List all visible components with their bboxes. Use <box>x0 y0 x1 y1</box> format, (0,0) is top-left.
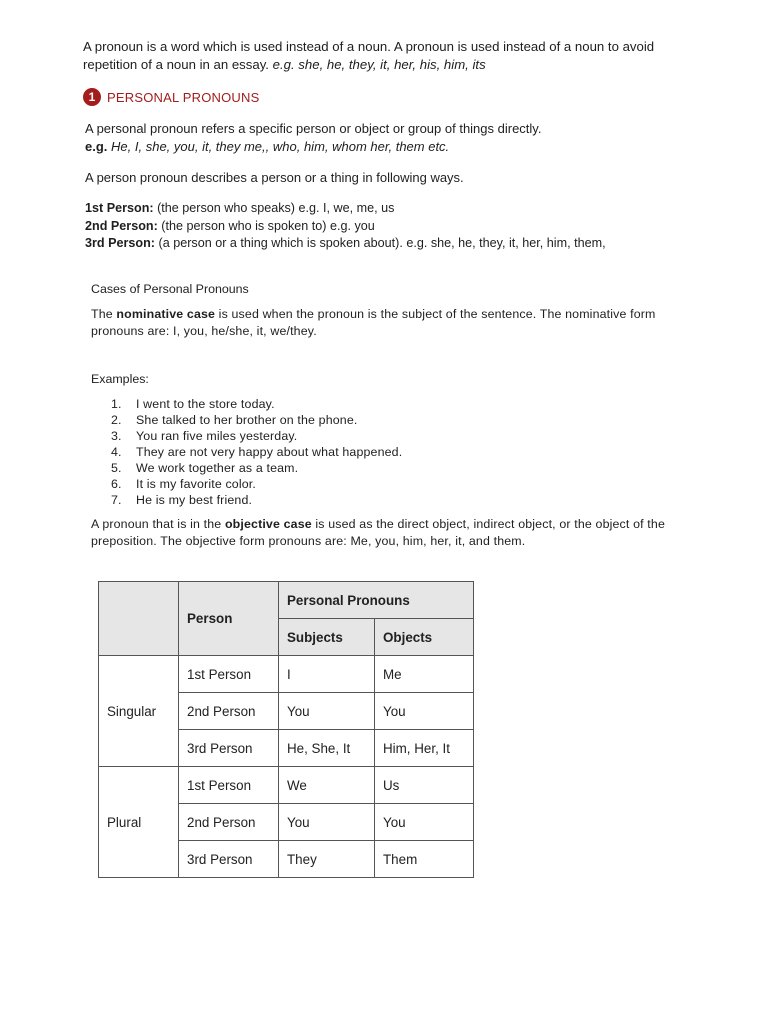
person-label: 3rd Person: <box>85 236 155 250</box>
object-cell: Him, Her, It <box>375 730 474 767</box>
item-number: 3. <box>111 429 122 443</box>
person-text: (a person or a thing which is spoken about). e.g. she, he, they, it, her, him, them, <box>155 236 606 250</box>
plural-group-label: Plural <box>99 767 179 878</box>
list-item <box>111 492 402 508</box>
nominative-post: is used when the pronoun is the subject of the sentence. The nominative form pronouns are: I, you, he/she, it, we/they. <box>91 307 656 338</box>
person-label: 2nd Person: <box>85 218 158 233</box>
person-text: (the person who is spoken to) e.g. you <box>157 218 375 233</box>
personal-pronouns-table <box>98 581 474 878</box>
person-cell: 2nd Person <box>179 804 279 841</box>
item-number: 2. <box>111 413 122 427</box>
object-cell: You <box>375 693 474 730</box>
subject-cell: They <box>279 841 375 878</box>
subject-cell: We <box>279 767 375 804</box>
objective-paragraph <box>91 516 671 549</box>
item-number: 1. <box>111 397 122 411</box>
eg-list: He, I, she, you, it, they me,, who, him, whom her, them etc. <box>111 139 450 154</box>
objective-post: is used as the direct object, indirect object, or the object of the preposition. The objective form pronouns are: Me, you, him, her, it, and them. <box>91 517 665 548</box>
subjects-header: Subjects <box>279 619 375 656</box>
personal-pronouns-header: Personal Pronouns <box>279 582 474 619</box>
item-number: 4. <box>111 445 122 459</box>
objective-pre: A pronoun that is in the <box>91 517 225 531</box>
item-text: It is my favorite color. <box>136 477 256 491</box>
object-cell: Us <box>375 767 474 804</box>
examples-title: Examples: <box>91 372 149 386</box>
subject-cell: You <box>279 693 375 730</box>
persons-list <box>85 200 705 253</box>
subject-cell: He, She, It <box>279 730 375 767</box>
nominative-pre: The <box>91 307 117 321</box>
person-header: Person <box>179 582 279 656</box>
item-text: You ran five miles yesterday. <box>136 429 298 443</box>
table-row <box>99 767 474 804</box>
list-item <box>111 396 402 412</box>
personal-definition <box>85 120 685 156</box>
nominative-paragraph <box>91 306 671 339</box>
describes-paragraph: A person pronoun describes a person or a thing in following ways. <box>85 170 464 185</box>
person-line <box>85 218 705 236</box>
person-line <box>85 235 705 253</box>
person-text: (the person who speaks) e.g. I, we, me, us <box>153 201 395 215</box>
objects-header: Objects <box>375 619 474 656</box>
item-number: 5. <box>111 461 122 475</box>
list-item <box>111 444 402 460</box>
singular-group-label: Singular <box>99 656 179 767</box>
item-text: We work together as a team. <box>136 461 299 475</box>
list-item <box>111 476 402 492</box>
section-number-badge: 1 <box>83 88 101 106</box>
subject-cell: You <box>279 804 375 841</box>
table-row <box>99 656 474 693</box>
person-cell: 1st Person <box>179 767 279 804</box>
list-item <box>111 412 402 428</box>
item-text: They are not very happy about what happened. <box>136 445 403 459</box>
item-number: 7. <box>111 493 122 507</box>
definition-text: A personal pronoun refers a specific person or object or group of things directly. <box>85 121 542 136</box>
list-item <box>111 428 402 444</box>
intro-text: A pronoun is a word which is used instead of a noun. A pronoun is used instead of a noun to avoid repetition of a noun in an essay. <box>83 39 655 72</box>
subject-cell: I <box>279 656 375 693</box>
person-cell: 3rd Person <box>179 730 279 767</box>
item-text: She talked to her brother on the phone. <box>136 413 358 427</box>
objective-term: objective case <box>224 517 312 531</box>
person-line <box>85 200 705 218</box>
object-cell: Me <box>375 656 474 693</box>
person-cell: 3rd Person <box>179 841 279 878</box>
person-cell: 1st Person <box>179 656 279 693</box>
nominative-term: nominative case <box>116 307 216 321</box>
item-text: I went to the store today. <box>136 397 275 411</box>
person-label: 1st Person: <box>85 201 154 215</box>
object-cell: You <box>375 804 474 841</box>
eg-label: e.g. <box>85 139 108 154</box>
examples-list <box>111 396 402 508</box>
item-number: 6. <box>111 477 122 491</box>
list-item <box>111 460 402 476</box>
object-cell: Them <box>375 841 474 878</box>
cases-title: Cases of Personal Pronouns <box>91 282 249 296</box>
intro-paragraph <box>83 38 683 74</box>
table-corner-cell <box>99 582 179 656</box>
table-header-row <box>99 582 474 619</box>
section-title: PERSONAL PRONOUNS <box>107 89 260 105</box>
item-text: He is my best friend. <box>136 493 253 507</box>
person-cell: 2nd Person <box>179 693 279 730</box>
intro-examples: e.g. she, he, they, it, her, his, him, its <box>272 57 486 72</box>
section-heading <box>83 88 259 106</box>
definition-examples <box>85 138 685 156</box>
